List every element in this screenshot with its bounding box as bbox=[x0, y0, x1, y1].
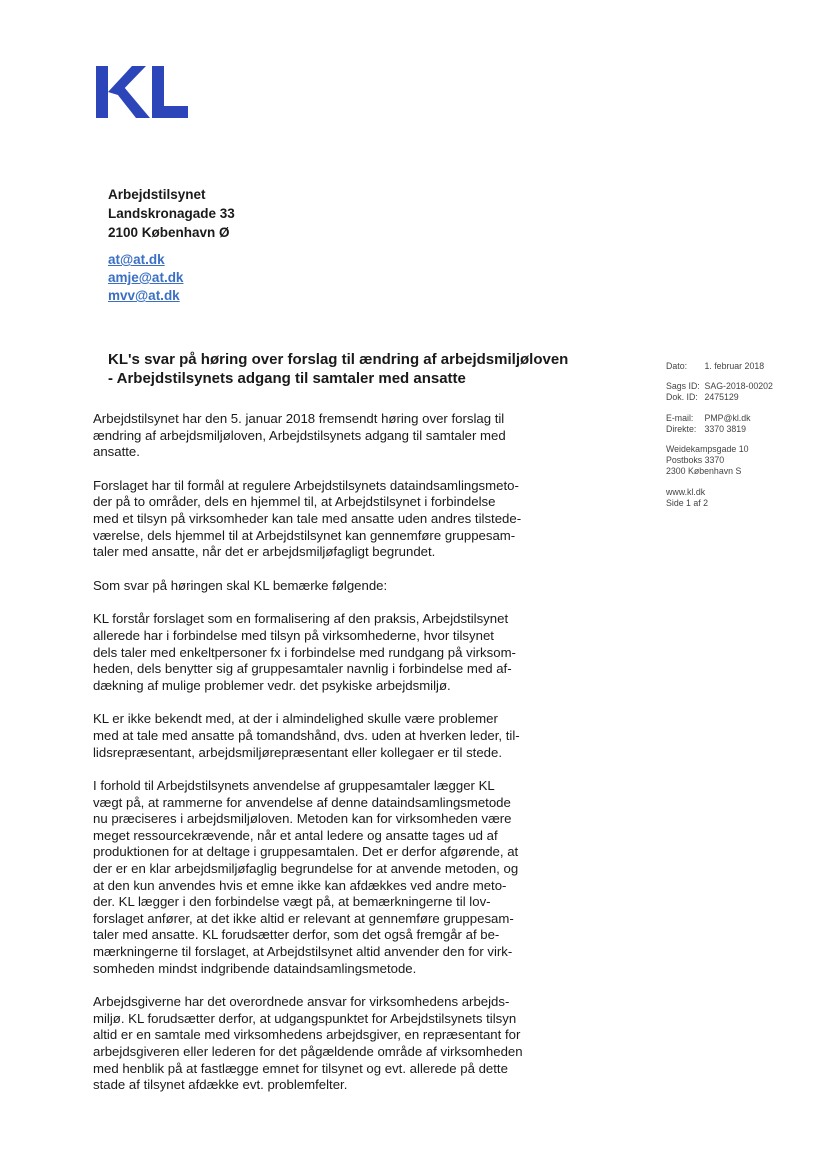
body-line: med at tale med ansatte på tomandshånd, dvs. uden at hverken leder, til- bbox=[93, 727, 520, 743]
sender-address-line-3: 2300 København S bbox=[666, 466, 742, 477]
body-paragraph bbox=[93, 578, 563, 595]
dok-id-value: 2475129 bbox=[704, 392, 739, 403]
body-line: der er en klar arbejdsmiljøfaglig begrundelse for at anvende metoden, og bbox=[93, 861, 519, 877]
body-line: stade af tilsynet afdække evt. problemfelter. bbox=[93, 1077, 348, 1093]
body-line: med henblik på at fastlægge emnet for tilsynet og evt. allerede på dette bbox=[93, 1060, 508, 1076]
kl-logo bbox=[94, 64, 190, 120]
body-line: der på to områder, dels en hjemmel til, at Arbejdstilsynet i forbindelse bbox=[93, 494, 496, 510]
body-line: forslaget anfører, at det ikke altid er relevant at gennemføre gruppesam- bbox=[93, 910, 514, 926]
body-line: Arbejdsgiverne har det overordnede ansvar for virksomhedens arbejds- bbox=[93, 994, 510, 1010]
sender-address-line-1: Weidekampsgade 10 bbox=[666, 444, 749, 455]
body-line: lidsrepræsentant, arbejdsmiljørepræsentant eller kollegaer er til stede. bbox=[93, 744, 502, 760]
letter-title-line-1: KL's svar på høring over forslag til ændring af arbejdsmiljøloven bbox=[108, 351, 569, 368]
body-line: Som svar på høringen skal KL bemærke følgende: bbox=[93, 577, 388, 593]
recipient-city: 2100 København Ø bbox=[108, 225, 230, 240]
letter-meta-sidebar bbox=[666, 361, 816, 518]
kl-logo-l-foot bbox=[152, 106, 188, 118]
recipient-address bbox=[108, 185, 235, 242]
recipient-name: Arbejdstilsynet bbox=[108, 187, 206, 202]
email-label: E-mail: bbox=[666, 412, 694, 423]
body-line: Forslaget har til formål at regulere Arbejdstilsynets dataindsamlingsmeto- bbox=[93, 477, 519, 493]
letter-title bbox=[108, 350, 588, 388]
sender-address-line-2: Postboks 3370 bbox=[666, 455, 725, 466]
body-line: arbejdsgiveren eller lederen for det pågældende område af virksomheden bbox=[93, 1044, 523, 1059]
body-line: allerede har i forbindelse med tilsyn på virksomhederne, hvor tilsynet bbox=[93, 627, 494, 643]
body-line: der. KL lægger i den forbindelse vægt på, at bemærkningerne til lov- bbox=[93, 894, 491, 910]
body-line: miljø. KL forudsætter derfor, at udgangspunktet for Arbejdstilsynets tilsyn bbox=[93, 1010, 517, 1026]
body-line: KL forstår forslaget som en formalisering af den praksis, Arbejdstilsynet bbox=[93, 611, 509, 627]
date-value: 1. februar 2018 bbox=[704, 361, 765, 371]
body-line: I forhold til Arbejdstilsynets anvendelse af gruppesamtaler lægger KL bbox=[93, 778, 495, 794]
email-link-mvv[interactable]: mvv@at.dk bbox=[108, 288, 180, 303]
body-line: meget ressourcekrævende, når et antal ledere og ansatte tages ud af bbox=[93, 827, 498, 843]
date-label: Dato: bbox=[666, 361, 688, 371]
body-paragraph bbox=[93, 611, 563, 694]
body-line: dels taler med enkeltpersoner fx i forbindelse med rundgang på virksom- bbox=[93, 644, 516, 660]
body-line: produktionen for at deltage i gruppesamtalen. Det er derfor afgørende, at bbox=[93, 844, 519, 860]
email-link-amje[interactable]: amje@at.dk bbox=[108, 270, 184, 285]
body-line: værelse, dels hjemmel til at Arbejdstilsynet kan gennemføre gruppesam- bbox=[93, 527, 516, 543]
body-line: taler med ansatte. KL forudsætter derfor, som det også fremgår af be- bbox=[93, 927, 500, 943]
body-line: med et tilsyn på virksomheder kan tale med ansatte uden andres tilstede- bbox=[93, 510, 522, 526]
body-line: KL er ikke bekendt med, at der i almindelighed skulle være problemer bbox=[93, 711, 498, 727]
kl-logo-k-stem bbox=[96, 66, 108, 118]
body-line: taler med ansatte, når det er arbejdsmiljøfagligt begrundet. bbox=[93, 544, 436, 560]
web-address: www.kl.dk bbox=[666, 486, 706, 497]
email-value: PMP@kl.dk bbox=[704, 412, 751, 423]
body-line: vægt på, at rammerne for anvendelse af denne dataindsamlingsmetode bbox=[93, 794, 511, 810]
body-paragraph bbox=[93, 478, 563, 561]
body-line: at den kun anvendes hvis et emne ikke kan afdækkes ved andre meto- bbox=[93, 877, 507, 893]
page-indicator: Side 1 af 2 bbox=[666, 497, 709, 508]
recipient-emails bbox=[108, 251, 183, 305]
body-line: mærkningerne til forslaget, at Arbejdstilsynet altid anvender den for virk- bbox=[93, 944, 513, 960]
recipient-street: Landskronagade 33 bbox=[108, 206, 235, 221]
body-paragraph bbox=[93, 778, 563, 977]
sags-id-label: Sags ID: bbox=[666, 381, 700, 392]
letter-title-line-2: - Arbejdstilsynets adgang til samtaler med ansatte bbox=[108, 370, 466, 387]
direkte-label: Direkte: bbox=[666, 423, 697, 434]
body-paragraph bbox=[93, 994, 563, 1094]
sags-id-value: SAG-2018-00202 bbox=[704, 381, 773, 392]
body-line: dækning af mulige problemer vedr. det psykiske arbejdsmiljø. bbox=[93, 677, 451, 693]
body-paragraph bbox=[93, 411, 563, 461]
letter-body bbox=[93, 411, 563, 1111]
body-line: ansatte. bbox=[93, 444, 140, 460]
body-line: nu præciseres i arbejdsmiljøloven. Metoden kan for virksomheden være bbox=[93, 811, 512, 827]
direkte-value: 3370 3819 bbox=[704, 423, 747, 434]
body-line: ændring af arbejdsmiljøloven, Arbejdstilsynets adgang til samtaler med bbox=[93, 427, 506, 443]
dok-id-label: Dok. ID: bbox=[666, 392, 698, 403]
body-paragraph bbox=[93, 711, 563, 761]
body-line: heden, dels benytter sig af gruppesamtaler navnlig i forbindelse med af- bbox=[93, 661, 512, 677]
kl-logo-k-arm-lower bbox=[114, 87, 150, 118]
email-link-at[interactable]: at@at.dk bbox=[108, 252, 165, 267]
body-line: somheden mindst indgribende dataindsamlingsmetode. bbox=[93, 960, 417, 976]
body-line: altid er en samtale med virksomhedens arbejdsgiver, en repræsentant for bbox=[93, 1027, 521, 1043]
kl-logo-l-stem bbox=[152, 66, 164, 108]
body-line: Arbejdstilsynet har den 5. januar 2018 fremsendt høring over forslag til bbox=[93, 411, 505, 426]
